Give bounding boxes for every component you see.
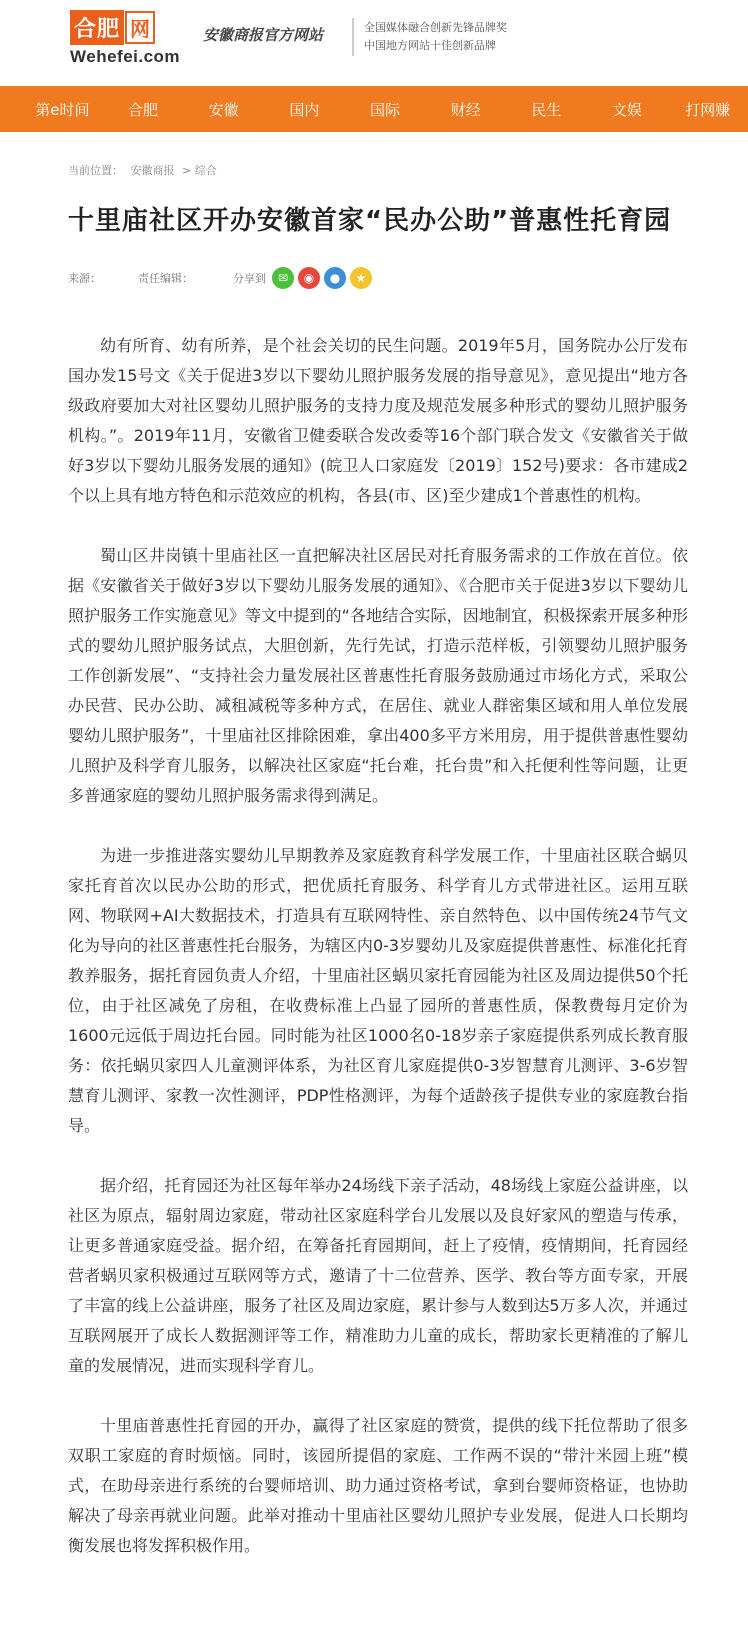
qzone-share-icon[interactable]: ★	[350, 267, 372, 289]
article-paragraph: 十里庙普惠性托育园的开办，赢得了社区家庭的赞赏，提供的线下托位帮助了很多双职工家庭的育时烦恼。同时，该园所提倡的家庭、工作两不误的“带汁米园上班”模式，在助母亲进行系统的台婴师培训、助力通过资格考试，拿到台婴师资格证，也协助解决了母亲再就业问题。此举对推动十里庙社区婴幼儿照护专业发展，促进人口长期均衡发展也将发挥积极作用。	[68, 1416, 688, 1555]
nav-item-finance[interactable]: 财经	[450, 100, 481, 119]
qq-share-icon[interactable]: ●	[324, 267, 346, 289]
wechat-share-icon[interactable]: ✉	[272, 267, 294, 289]
nav-item-hefei[interactable]: 合肥	[128, 100, 159, 119]
site-header	[0, 0, 748, 86]
nav-item-entertainment[interactable]: 文娱	[612, 100, 643, 119]
header-divider	[352, 18, 354, 56]
article-paragraph: 蜀山区井岗镇十里庙社区一直把解决社区居民对托育服务需求的工作放在首位。依据《安徽省关于做好3岁以下婴幼儿服务发展的通知》、《合肥市关于促进3岁以下婴幼儿照护服务工作实施意见》等文中提到的“各地结合实际，因地制宜，积极探索开展多种形式的婴幼儿照护服务试点，大胆创新，先行先试，打造示范样板，引领婴幼儿照护服务工作创新发展”、“支持社会力量发展社区普惠性托育服务鼓励通过市场化方式，采取公办民营、民办公助、减租减税等多种方式，在居住、就业人群密集区域和用人单位发展婴幼儿照护服务”，十里庙社区排除困难，拿出400多平方米用房，用于提供普惠性婴幼儿照护及科学育儿服务，以解决社区家庭“托台难，托台贵”和入托便利性等问题，让更多普通家庭的婴幼儿照护服务需求得到满足。	[68, 546, 688, 805]
source-label: 来源：	[68, 272, 101, 285]
main-nav	[0, 86, 748, 132]
nav-item-livelihood[interactable]: 民生	[531, 100, 562, 119]
awards-text	[364, 19, 507, 55]
breadcrumb	[68, 162, 748, 178]
article-paragraph: 为进一步推进落实婴幼儿早期教养及家庭教育科学发展工作，十里庙社区联合蜗贝家托育首次以民办公助的形式，把优质托育服务、科学育儿方式带进社区。运用互联网、物联网+AI大数据技术，打造具有互联网特性、亲自然特色、以中国传统24节气文化为导向的社区普惠性托台服务，为辖区内0-3岁婴幼儿及家庭提供普惠性、标准化托育教养服务，据托育园负责人介绍，十里庙社区蜗贝家托育园能为社区及周边提供50个托位，由于社区减免了房租，在收费标准上凸显了园所的普惠性质，保教费每月定价为1600元远低于周边托台园。同时能为社区1000名0-18岁亲子家庭提供系列成长教育服务：依托蜗贝家四人儿童测评体系，为社区育儿家庭提供0-3岁智慧育儿测评、3-6岁智慧育儿测评、家教一次性测评，PDP性格测评，为每个适龄孩子提供专业的家庭教台指导。	[68, 846, 688, 1135]
award-line: 中国地方网站十佳创新品牌	[364, 39, 496, 52]
article-paragraph: 据介绍，托育园还为社区每年举办24场线下亲子活动，48场线上家庭公益讲座，以社区为原点，辐射周边家庭，带动社区家庭科学台儿发展以及良好家风的塑造与传承，让更多普通家庭受益。据介绍，在筹备托育园期间，赶上了疫情，疫情期间，托育园经营者蜗贝家积极通过互联网等方式，邀请了十二位营养、医学、教台等方面专家，开展了丰富的线上公益讲座，服务了社区及周边家庭，累计参与人数到达5万多人次，并通过互联网展开了成长人数据测评等工作，精准助力儿童的成长，帮助家长更精准的了解儿童的发展情况，进而实现科学育儿。	[68, 1176, 688, 1375]
award-line: 全国媒体融合创新先锋品牌奖	[364, 21, 507, 34]
breadcrumb-label: 当前位置：	[68, 164, 123, 177]
logo-text: 合肥	[70, 10, 124, 45]
share-label: 分享到	[233, 272, 266, 285]
nav-item-international[interactable]: 国际	[370, 100, 401, 119]
nav-item-domestic[interactable]: 国内	[289, 100, 320, 119]
article-meta	[68, 265, 748, 291]
site-slogan: 安徽商报官方网站	[203, 26, 324, 44]
logo-box-text: 网	[125, 11, 155, 44]
nav-item-more[interactable]: 打网赚	[685, 100, 731, 119]
nav-item-first-time[interactable]: 第e时间	[35, 100, 90, 119]
breadcrumb-current[interactable]: > 综合	[182, 164, 217, 177]
article-paragraph: 幼有所育、幼有所养，是个社会关切的民生问题。2019年5月，国务院办公厅发布国办发15号文《关于促进3岁以下婴幼儿照护服务发展的指导意见》，意见提出“地方各级政府要加大对社区婴幼儿照护服务的支持力度及规范发展多种形式的婴幼儿照护服务机构。”。2019年11月，安徽省卫健委联合发改委等16个部门联合发文《安徽省关于做好3岁以下婴幼儿服务发展的通知》(皖卫人口家庭发〔2019〕152号)要求：各市建成2个以上具有地方特色和示范效应的机构，各县(市、区)至少建成1个普惠性的机构。	[68, 336, 688, 505]
logo-domain: Wehefei.com	[70, 47, 181, 66]
nav-item-anhui[interactable]: 安徽	[208, 100, 239, 119]
editor-label: 责任编辑：	[138, 272, 193, 285]
article-title: 十里庙社区开办安徽首家“民办公助”普惠性托育园	[68, 206, 672, 236]
weibo-share-icon[interactable]: ◉	[298, 267, 320, 289]
site-logo[interactable]	[70, 10, 180, 67]
breadcrumb-link[interactable]: 安徽商报	[130, 164, 175, 177]
article-body	[68, 331, 688, 1561]
